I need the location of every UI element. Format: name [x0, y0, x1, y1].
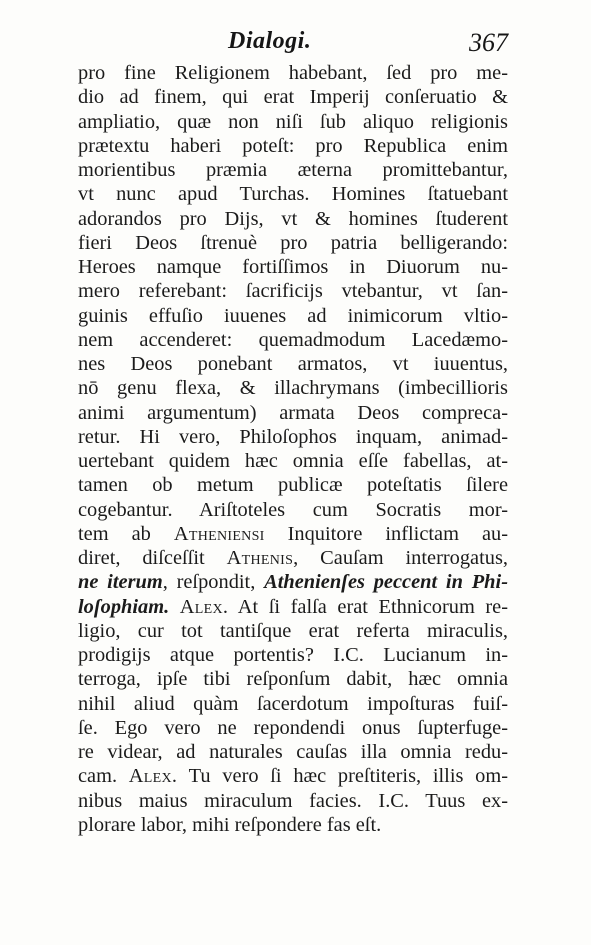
text-line — [78, 570, 508, 594]
text-segment: guinis effuſio iuuenes ad inimicorum vltio- — [78, 304, 508, 327]
text-line — [78, 110, 508, 134]
text-line — [78, 328, 508, 352]
running-head: Dialogi. — [228, 28, 312, 54]
text-line — [78, 85, 508, 109]
text-segment: mero referebant: ſacrificijs vtebantur, vt ſan- — [78, 280, 508, 303]
text-line — [78, 764, 508, 788]
text-line — [78, 449, 508, 473]
page-number: 367 — [469, 28, 508, 57]
text-segment: nes Deos ponebant armatos, vt iuuentus, — [78, 353, 508, 375]
text-segment: Inquitore inflictam au- — [264, 522, 508, 545]
text-line — [78, 401, 508, 425]
text-line — [78, 352, 508, 376]
italic-text: Athenienſes peccent in Phi- — [264, 571, 508, 594]
small-caps-text: Alex. — [179, 595, 229, 618]
text-segment: ligio, cur tot tantiſque erat referta miraculis, — [78, 619, 508, 642]
text-segment: cogebantur. Ariſtoteles cum Socratis mor- — [78, 498, 508, 521]
text-segment: nibus maius miraculum facies. I.C. Tuus ex- — [78, 789, 508, 812]
text-segment: uertebant quidem hæc omnia eſſe fabellas, at- — [78, 450, 508, 472]
text-segment: Heroes namque fortiſſimos in Diuorum nu- — [78, 256, 508, 278]
text-line — [78, 692, 508, 716]
text-line — [78, 667, 508, 691]
text-segment: diret, diſceſſit — [78, 547, 227, 569]
text-line — [78, 522, 508, 546]
text-segment: , Cauſam interrogatus, — [293, 547, 508, 569]
small-caps-text: Alex. — [128, 765, 178, 788]
text-segment: terroga, ipſe tibi reſponſum dabit, hæc omnia — [78, 668, 508, 691]
text-segment: nihil aliud quàm ſacerdotum impoſturas fuiſ- — [78, 692, 508, 715]
text-line — [78, 304, 508, 328]
text-line — [78, 231, 508, 255]
text-segment: vt nunc apud Turchas. Homines ſtatuebant — [78, 183, 508, 206]
text-line — [78, 643, 508, 667]
text-segment: plorare labor, mihi reſpondere fas eſt. — [78, 813, 382, 836]
text-segment: nō genu flexa, & illachrymans (imbecillioris — [78, 377, 508, 400]
text-line — [78, 182, 508, 206]
text-segment: cam. — [78, 765, 129, 788]
page-header — [78, 28, 508, 62]
text-line — [78, 813, 508, 837]
text-segment: dio ad finem, qui erat Imperij conſeruatio & — [78, 86, 508, 109]
text-segment: ſe. Ego vero ne repondendi onus ſupterfuge- — [78, 716, 508, 739]
text-segment: tamen ob metum publicæ poteſtatis ſilere — [78, 474, 508, 497]
text-line — [78, 595, 508, 619]
italic-text: loſophiam. — [78, 595, 170, 618]
text-segment: animi argumentum) armata Deos compreca- — [78, 401, 508, 424]
text-line — [78, 207, 508, 231]
text-line — [78, 134, 508, 158]
text-line — [78, 158, 508, 182]
text-line — [78, 546, 508, 570]
text-line — [78, 376, 508, 400]
text-line — [78, 61, 508, 85]
text-line — [78, 789, 508, 813]
italic-text: ne iterum — [78, 571, 163, 594]
text-line — [78, 716, 508, 740]
text-line — [78, 473, 508, 497]
text-segment: morientibus præmia æterna promittebantur, — [78, 159, 508, 181]
small-caps-text: Athenis — [226, 547, 294, 569]
text-line — [78, 740, 508, 764]
text-segment: re videar, ad naturales cauſas illa omnia redu- — [78, 741, 508, 763]
text-segment: , reſpondit, — [162, 571, 265, 594]
text-line — [78, 425, 508, 449]
text-line — [78, 279, 508, 303]
text-segment — [169, 596, 180, 618]
text-segment: pro fine Religionem habebant, ſed pro me- — [78, 62, 508, 84]
text-segment: Tu vero ſi hæc preſtiteris, illis om- — [177, 765, 508, 788]
small-caps-text: Athenienſi — [173, 522, 265, 545]
text-segment: prætextu haberi poteſt: pro Republica enim — [78, 134, 508, 157]
text-segment: adorandos pro Dijs, vt & homines ſtuderent — [78, 207, 508, 230]
text-segment: At ſi falſa erat Ethnicorum re- — [228, 595, 508, 618]
text-segment: retur. Hi vero, Philoſophos inquam, animad- — [78, 425, 508, 448]
text-segment: prodigijs atque portentis? I.C. Lucianum in- — [78, 644, 508, 666]
text-line — [78, 619, 508, 643]
text-line — [78, 498, 508, 522]
text-line — [78, 255, 508, 279]
text-segment: ampliatio, quæ non niſi ſub aliquo religionis — [78, 110, 508, 133]
body-text — [78, 61, 508, 837]
text-segment: tem ab — [78, 522, 174, 545]
text-segment: fieri Deos ſtrenuè pro patria belligerando: — [78, 231, 508, 254]
text-segment: nem accenderet: quemadmodum Lacedæmo- — [78, 328, 508, 351]
